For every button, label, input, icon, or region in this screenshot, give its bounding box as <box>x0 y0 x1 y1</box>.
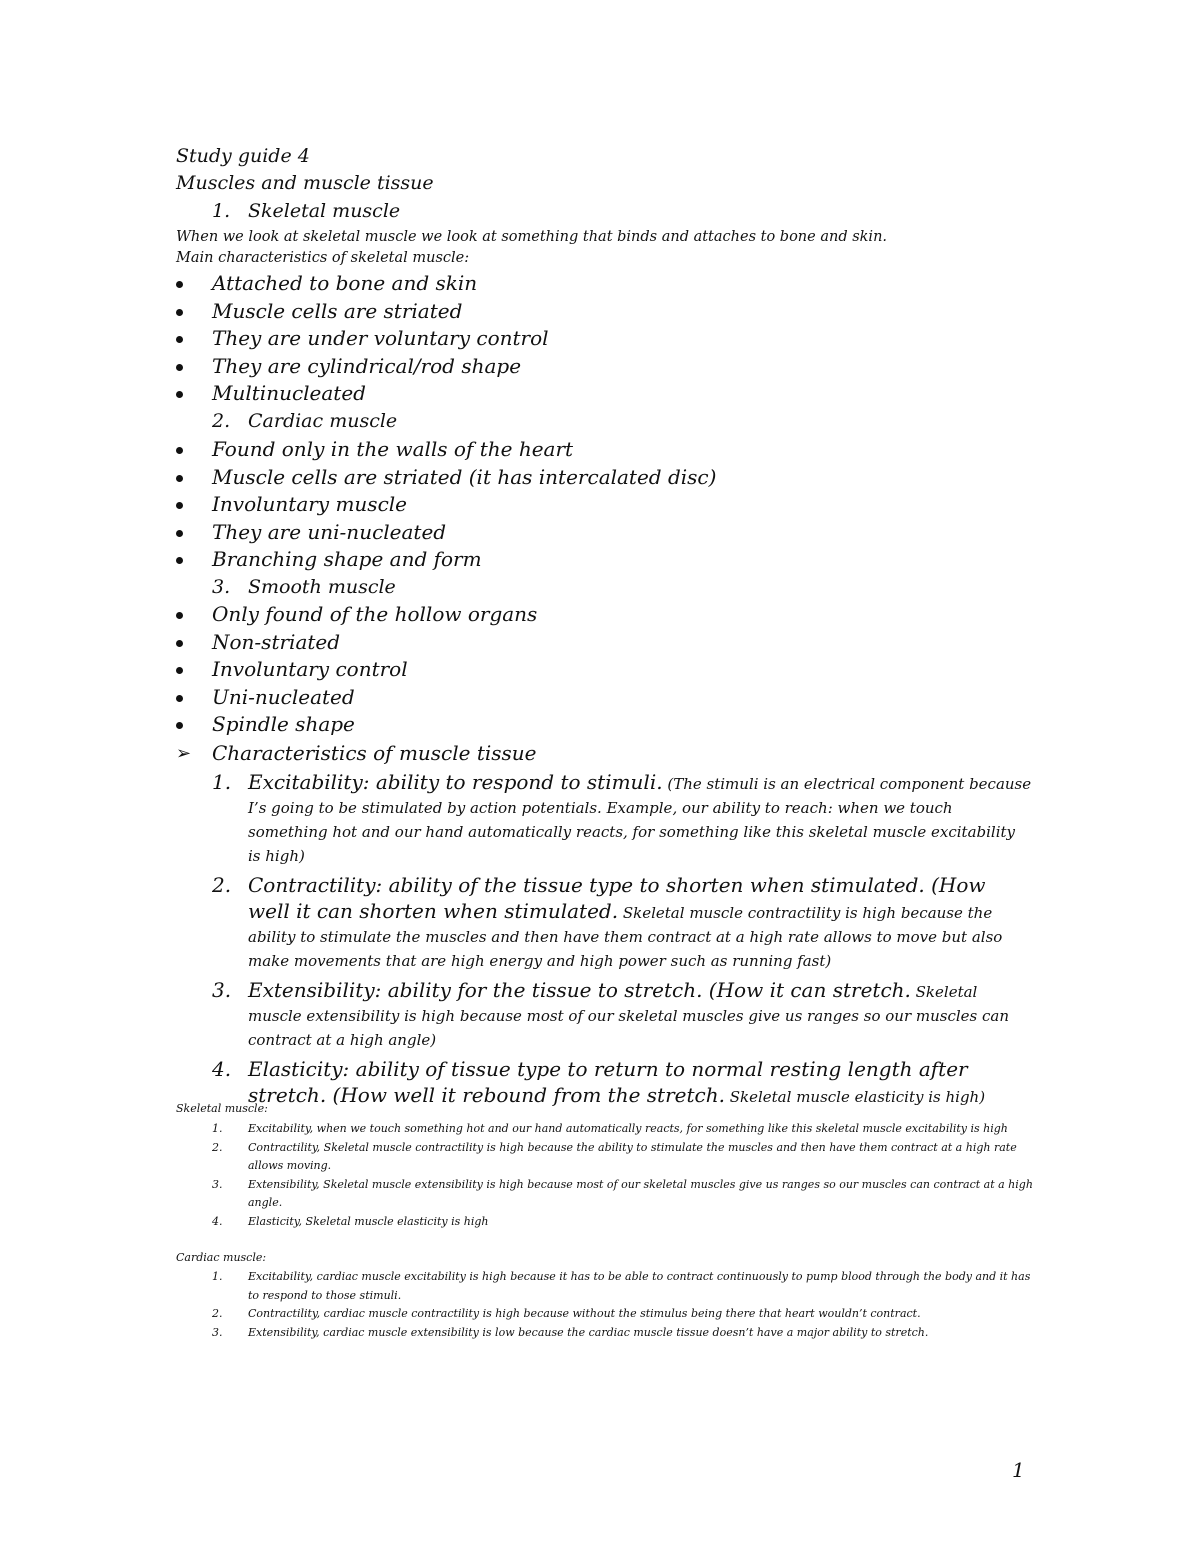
skeletal-intro: When we look at skeletal muscle we look at something that binds and attaches to bone and skin. <box>176 229 888 245</box>
bullet-icon <box>176 364 183 371</box>
list-item: Involuntary muscle <box>176 491 716 519</box>
list-item: They are under voluntary control <box>176 325 549 353</box>
document-page: Study guide 4 Muscles and muscle tissue 1. Skeletal muscle When we look at skeletal muscle we look at something that binds and attaches to bone and skin. Main characteristics of skeletal muscle: Attached to bone and skin Muscle cells are striated They are under voluntary control They are cylindrical/rod shape Multinucleated 2. Cardiac muscle Found only in the walls of the heart Muscle cells are striated (it has intercalated disc) Involuntary muscle They are uni-nucleated Branching shape and form 3. Smooth muscle Only found of the hollow organs Non-striated Involuntary control Uni-nucleated Spindle shape ➢ Characteristics of muscle tissue 1. Excitability: ability to respond to stimuli. (The stimuli is an electrical component because I’s going to be stimulated by action potentials. Example, our ability to reach: when we touch something hot and our hand automatically reacts, for something like this skeletal muscle excitability is high) 2. Contractility: ability of the tissue type to shorten when stimulated. (How well it can shorten when stimulated. Skeletal muscle contractility is high because the ability to stimulate the muscles and then have them contract at a high rate allows to move but also make movements that are high energy and high power such as running fast) 3. Extensibility: ability for the tissue to stretch. (How it can stretch. Skeletal muscle extensibility is high because most of our skeletal muscles give us ranges so our muscles can contract at a high angle) 4. Elasticity: ability of tissue type to return to normal resting length after stretch. (How well it rebound from the stretch. Skeletal muscle elasticity is high) Skeletal muscle: 1. Excitability, when we touch something hot and our hand automatically reacts, for something like this skeletal muscle excitability is high 2. Contractility, Skeletal muscle contractility is high because the ability to stimulate the muscles and then have them contract at a high rate allows moving. 3. Extensibility, Skeletal muscle extensibility is high because most of our skeletal muscles give us ranges so our muscles can contract at a high angle. 4. Elasticity, Skeletal muscle elasticity is high Cardiac muscle: 1. Excitability, cardiac muscle excitability is high because it has to be able to contract continuously to pump blood through the body and it has to respond to those stimuli. 2. Contractility, cardiac muscle contractility is high because without the stimulus being there that heart wouldn’t contract. 3. Extensibility, cardiac muscle extensibility is low because the cardiac muscle tissue doesn’t have a major ability to stretch. 1 <box>0 0 1200 1553</box>
list-item: 3. Extensibility, Skeletal muscle extensibility is high because most of our skeletal muscles give us ranges so our muscles can contract at a high angle. <box>212 1177 1033 1209</box>
list-item: 3. Extensibility, cardiac muscle extensibility is low because the cardiac muscle tissue doesn’t have a major ability to stretch. <box>212 1325 929 1339</box>
bullet-icon <box>176 667 183 674</box>
list-item: 3. Extensibility: ability for the tissue to stretch. (How it can stretch. Skeletal muscle extensibility is high because most of our skeletal muscles give us ranges so our muscles can contract at a high angle) <box>212 978 1010 1049</box>
cardiac-summary-label: Cardiac muscle: <box>176 1251 267 1264</box>
list-item: Found only in the walls of the heart <box>176 436 716 464</box>
list-item: Muscle cells are striated (it has intercalated disc) <box>176 464 716 492</box>
list-item: 2. Contractility, cardiac muscle contractility is high because without the stimulus being there that heart wouldn’t contract. <box>212 1307 921 1320</box>
list-item: Branching shape and form <box>176 546 716 574</box>
bullet-icon <box>176 640 183 647</box>
bullet-icon <box>176 612 183 619</box>
section-heading-skeletal: 1. Skeletal muscle <box>212 200 401 222</box>
bullet-icon <box>176 281 183 288</box>
list-item: 4. Elasticity, Skeletal muscle elasticity is high <box>212 1214 489 1228</box>
list-item: They are cylindrical/rod shape <box>176 353 549 381</box>
list-item: 2. Contractility, Skeletal muscle contractility is high because the ability to stimulate the muscles and then have them contract at a high rate allows moving. <box>212 1140 1017 1172</box>
bullet-icon <box>176 695 183 702</box>
list-item: Uni-nucleated <box>176 684 537 712</box>
list-item: 2. Contractility: ability of the tissue type to shorten when stimulated. (How well it can shorten when stimulated. Skeletal muscle contractility is high because the ability to stimulate the muscles and then have them contract at a high rate allows to move but also make movements that are high energy and high power such as running fast) <box>212 873 1003 970</box>
list-item: Involuntary control <box>176 656 537 684</box>
skeletal-summary-label: Skeletal muscle: <box>176 1102 268 1115</box>
list-item: 4. Elasticity: ability of tissue type to return to normal resting length after stretch. (How well it rebound from the stretch. Skeletal muscle elasticity is high) <box>212 1057 986 1107</box>
section-heading-cardiac: 2. Cardiac muscle <box>212 410 398 432</box>
bullet-icon <box>176 557 183 564</box>
list-item: Only found of the hollow organs <box>176 601 537 629</box>
bullet-icon <box>176 447 183 454</box>
doc-subtitle: Muscles and muscle tissue <box>176 172 434 194</box>
smooth-bullets <box>176 601 537 739</box>
list-item: They are uni-nucleated <box>176 519 716 547</box>
list-item: 1. Excitability, when we touch something hot and our hand automatically reacts, for something like this skeletal muscle excitability is high <box>212 1122 1008 1135</box>
skeletal-summary-list <box>212 1120 1042 1231</box>
bullet-icon <box>176 309 183 316</box>
list-item: 1. Excitability: ability to respond to stimuli. (The stimuli is an electrical component because I’s going to be stimulated by action potentials. Example, our ability to reach: when we touch something hot and our hand automatically reacts, for something like this skeletal muscle excitability is high) <box>212 770 1032 865</box>
list-item: 1. Excitability, cardiac muscle excitability is high because it has to be able to contract continuously to pump blood through the body and it has to respond to those stimuli. <box>212 1270 1031 1302</box>
doc-title: Study guide 4 <box>176 145 310 167</box>
bullet-icon <box>176 502 183 509</box>
bullet-icon <box>176 722 183 729</box>
list-item: Non-striated <box>176 629 537 657</box>
list-item: Attached to bone and skin <box>176 270 549 298</box>
bullet-icon <box>176 336 183 343</box>
page-number: 1 <box>1012 1458 1025 1482</box>
list-item: Spindle shape <box>176 711 537 739</box>
bullet-icon <box>176 530 183 537</box>
cardiac-bullets <box>176 436 716 574</box>
list-item: Muscle cells are striated <box>176 298 549 326</box>
list-item: Multinucleated <box>176 380 549 408</box>
bullet-icon <box>176 475 183 482</box>
characteristics-list <box>212 769 1032 1113</box>
bullet-icon <box>176 391 183 398</box>
arrow-bullet-icon: ➢ <box>176 743 192 764</box>
skeletal-bullets <box>176 270 549 408</box>
skeletal-intro-2: Main characteristics of skeletal muscle: <box>176 250 470 266</box>
section-heading-smooth: 3. Smooth muscle <box>212 576 396 598</box>
cardiac-summary-list <box>212 1268 1042 1342</box>
